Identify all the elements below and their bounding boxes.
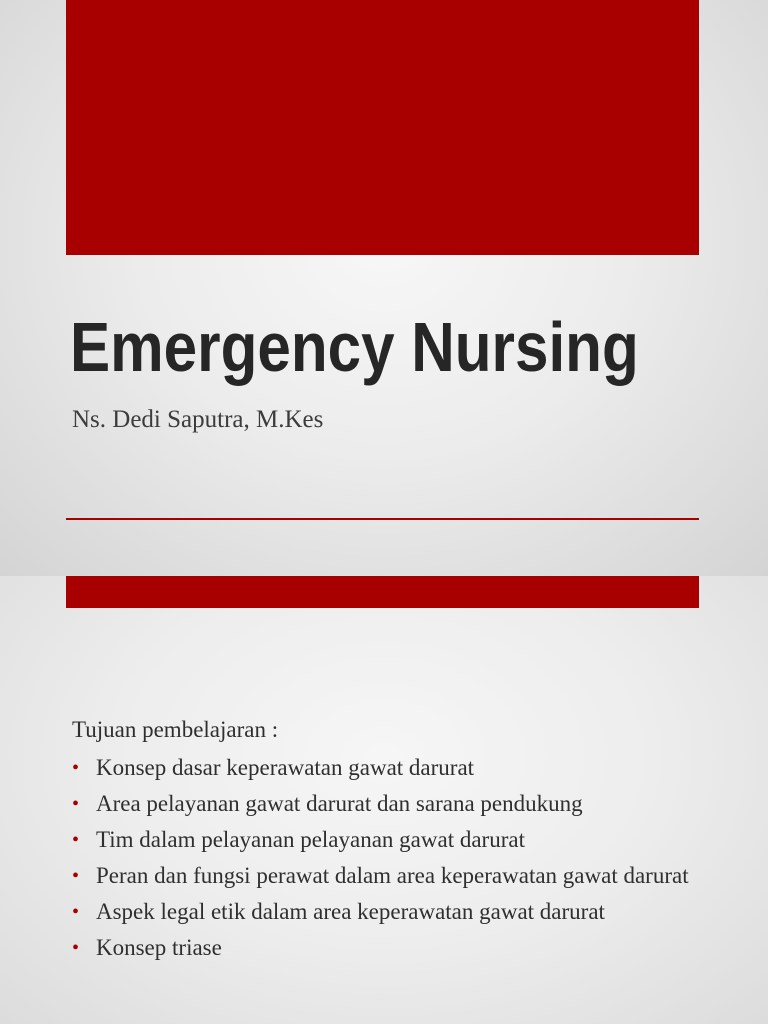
- bullet-icon: •: [72, 865, 80, 887]
- bullet-icon: •: [72, 901, 80, 923]
- divider-line: [66, 518, 699, 520]
- list-item-text: Aspek legal etik dalam area keperawatan gawat darurat: [96, 899, 605, 924]
- list-item: [72, 860, 712, 892]
- objectives-list: [72, 752, 712, 964]
- slide-subtitle: Ns. Dedi Saputra, M.Kes: [72, 406, 324, 433]
- list-item: [72, 932, 712, 964]
- content-slide: [0, 576, 768, 1024]
- list-item-text: Konsep triase: [96, 935, 222, 960]
- header-red-block: [66, 0, 699, 255]
- header-red-band: [66, 576, 699, 608]
- content-body: [72, 712, 712, 964]
- list-item: [72, 752, 712, 784]
- bullet-icon: •: [72, 829, 80, 851]
- bullet-icon: •: [72, 937, 80, 959]
- intro-text: Tujuan pembelajaran :: [72, 717, 279, 742]
- slide-title: Emergency Nursing: [70, 308, 639, 386]
- list-item: [72, 788, 712, 820]
- bullet-icon: •: [72, 757, 80, 779]
- list-item: [72, 824, 712, 856]
- list-item-text: Peran dan fungsi perawat dalam area keperawatan gawat darurat: [96, 863, 689, 888]
- bullet-icon: •: [72, 793, 80, 815]
- list-item: [72, 896, 712, 928]
- list-item-text: Area pelayanan gawat darurat dan sarana pendukung: [96, 791, 583, 816]
- list-item-text: Tim dalam pelayanan pelayanan gawat darurat: [96, 827, 525, 852]
- list-item-text: Konsep dasar keperawatan gawat darurat: [96, 755, 475, 780]
